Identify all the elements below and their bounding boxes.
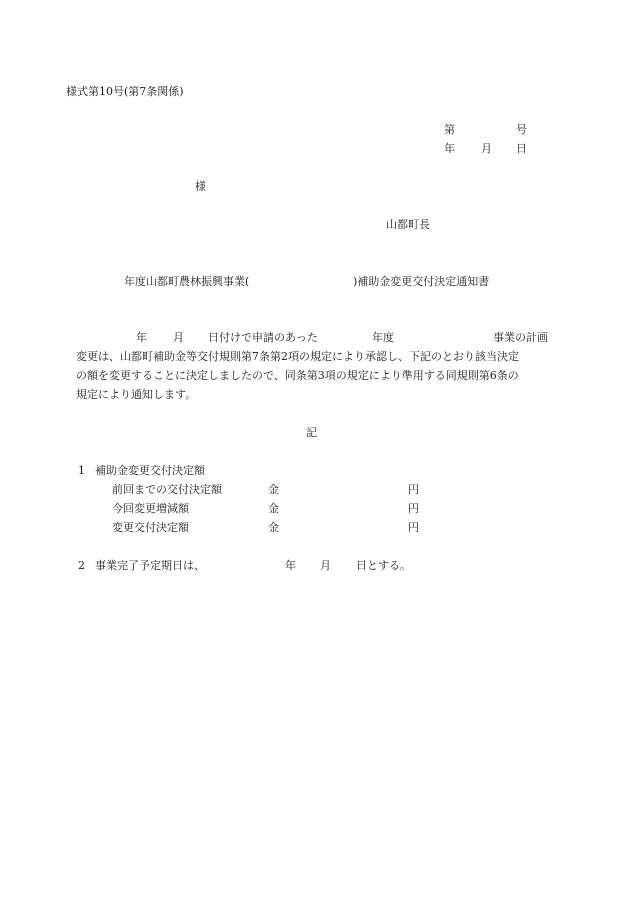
body-line-4: 規定により通知します。 — [76, 388, 197, 401]
amount-row-kin: 金 — [268, 483, 279, 496]
body-application-text: 日付けで申請のあった — [208, 331, 318, 344]
document-number-suffix: 号 — [516, 123, 527, 136]
section-2-text: 事業完了予定期日は、 — [95, 559, 205, 572]
section-2-year-label: 年 — [285, 559, 296, 572]
amount-row-yen: 円 — [408, 502, 419, 515]
section-2-day-text: 日とする。 — [356, 559, 411, 572]
amount-row-yen: 円 — [408, 521, 419, 534]
addressee-honorific: 様 — [195, 180, 206, 193]
body-fiscal-year-label: 年度 — [372, 331, 394, 344]
section-1-number: 1 — [78, 464, 85, 477]
ki-heading: 記 — [306, 426, 317, 439]
amount-row-label: 前回までの交付決定額 — [112, 483, 222, 496]
form-label: 様式第10号(第7条関係) — [66, 85, 184, 98]
document-number-prefix: 第 — [444, 123, 455, 136]
notice-title-prefix: 年度山都町農林振興事業( — [124, 275, 250, 288]
notice-title-suffix: )補助金変更交付決定通知書 — [353, 275, 490, 288]
amount-row-kin: 金 — [268, 502, 279, 515]
section-1-heading: 補助金変更交付決定額 — [95, 464, 205, 477]
amount-row-label: 変更交付決定額 — [112, 521, 189, 534]
date-day-label: 日 — [516, 142, 527, 155]
amount-row-label: 今回変更増減額 — [112, 502, 189, 515]
section-2-number: 2 — [78, 559, 85, 572]
body-year-label: 年 — [136, 331, 147, 344]
body-line-3: の額を変更することに決定しましたので、同条第3項の規定により準用する同規則第6条の — [76, 369, 519, 382]
amount-row-yen: 円 — [408, 483, 419, 496]
amount-row-kin: 金 — [268, 521, 279, 534]
date-month-label: 月 — [481, 142, 492, 155]
issuer-name: 山都町長 — [386, 218, 430, 231]
section-2-month-label: 月 — [320, 559, 331, 572]
body-month-label: 月 — [173, 331, 184, 344]
body-line-2: 変更は、山都町補助金等交付規則第7条第2項の規定により承認し、下記のとおり該当決定 — [76, 350, 519, 363]
date-year-label: 年 — [444, 142, 455, 155]
body-project-text: 事業の計画 — [493, 331, 548, 344]
